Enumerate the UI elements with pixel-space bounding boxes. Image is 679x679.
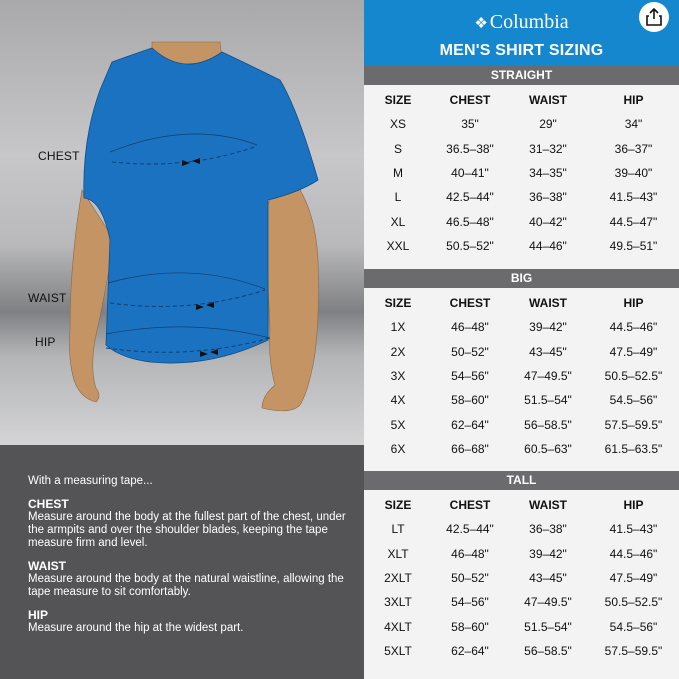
table-row <box>364 542 679 566</box>
waist-cell: 40–42" <box>529 214 567 229</box>
size-cell: 1X <box>390 320 406 335</box>
chest-heading: CHEST <box>28 497 69 511</box>
hip-cell: 47.5–49" <box>609 571 658 586</box>
waist-cell: 36–38" <box>529 522 567 537</box>
chest-cell: 50–52" <box>451 344 489 359</box>
waist-cell: 51.5–54" <box>524 619 572 634</box>
size-cell: 2X <box>390 344 406 359</box>
table-row <box>364 340 679 364</box>
size-cell: S <box>393 141 402 156</box>
hip-cell: 54.5–56" <box>609 619 658 634</box>
share-button[interactable] <box>639 2 669 32</box>
size-cell: 5X <box>390 417 406 432</box>
waist-cell: 60.5–63" <box>524 441 572 456</box>
column-header: HIP <box>623 93 644 108</box>
waist-cell: 47–49.5" <box>524 369 572 384</box>
chest-cell: 50–52" <box>451 571 489 586</box>
table-header-row <box>364 88 679 112</box>
chest-cell: 42.5–44" <box>446 190 494 205</box>
table-row <box>364 517 679 541</box>
chest-cell: 50.5–52" <box>446 238 494 253</box>
table-row <box>364 437 679 461</box>
hip-cell: 61.5–63.5" <box>604 441 663 456</box>
size-table-tall <box>364 493 679 663</box>
hip-cell: 44.5–46" <box>609 320 658 335</box>
column-header: SIZE <box>384 296 412 311</box>
size-table-straight <box>364 88 679 258</box>
size-cell: 4X <box>390 393 406 408</box>
column-header: SIZE <box>384 93 412 108</box>
size-cell: XL <box>390 214 406 229</box>
page-title: MEN'S SHIRT SIZING <box>439 42 604 59</box>
hip-cell: 44.5–46" <box>609 546 658 561</box>
hip-cell: 50.5–52.5" <box>604 595 663 610</box>
chest-cell: 42.5–44" <box>446 522 494 537</box>
size-cell: XS <box>389 117 406 132</box>
table-row <box>364 590 679 614</box>
chest-cell: 36.5–38" <box>446 141 494 156</box>
measuring-instructions <box>0 445 364 679</box>
chest-instruction: Measure around the body at the fullest part of the chest, under the armpits and over the shoulder blades, keeping the tape measure firm and level. <box>28 511 346 549</box>
size-cell: L <box>394 190 402 205</box>
waist-cell: 51.5–54" <box>524 393 572 408</box>
hip-cell: 41.5–43" <box>609 522 658 537</box>
table-row <box>364 566 679 590</box>
hip-cell: 39–40" <box>614 166 653 181</box>
instructions-intro: With a measuring tape... <box>28 475 153 487</box>
chest-cell: 54–56" <box>451 369 489 384</box>
share-icon <box>646 8 662 26</box>
section-header-tall: TALL <box>364 471 679 490</box>
waist-label: WAIST <box>28 291 67 305</box>
chest-cell: 54–56" <box>451 595 489 610</box>
column-header: HIP <box>623 498 644 513</box>
column-header: HIP <box>623 296 644 311</box>
size-cell: XLT <box>387 546 409 561</box>
shirt-illustration-icon <box>0 0 364 445</box>
table-header-row <box>364 493 679 517</box>
table-row <box>364 614 679 638</box>
chest-cell: 62–64" <box>451 643 489 658</box>
hip-heading: HIP <box>28 608 49 622</box>
size-cell: 6X <box>390 441 406 456</box>
header-banner <box>364 0 679 66</box>
waist-cell: 43–45" <box>529 344 567 359</box>
waist-cell: 36–38" <box>529 190 567 205</box>
column-header: CHEST <box>449 498 491 513</box>
chest-cell: 66–68" <box>451 441 489 456</box>
waist-cell: 56–58.5" <box>524 417 572 432</box>
table-row <box>364 388 679 412</box>
size-cell: LT <box>391 522 405 537</box>
size-cell: XXL <box>386 238 410 253</box>
hip-cell: 47.5–49" <box>609 344 658 359</box>
hip-label: HIP <box>35 335 56 349</box>
table-row <box>364 315 679 339</box>
hip-cell: 50.5–52.5" <box>604 369 663 384</box>
chest-cell: 46.5–48" <box>446 214 494 229</box>
hip-cell: 44.5–47" <box>609 214 658 229</box>
table-row <box>364 161 679 185</box>
size-cell: 2XLT <box>384 571 412 586</box>
table-row <box>364 234 679 258</box>
chest-cell: 62–64" <box>451 417 489 432</box>
size-cell: 4XLT <box>384 619 412 634</box>
table-row <box>364 412 679 436</box>
column-header: SIZE <box>384 498 412 513</box>
waist-cell: 34–35" <box>529 166 567 181</box>
waist-heading: WAIST <box>28 559 66 573</box>
brand-name: Columbia <box>489 11 569 33</box>
hip-cell: 36–37" <box>614 141 653 156</box>
column-header: WAIST <box>529 498 567 513</box>
hip-cell: 54.5–56" <box>609 393 658 408</box>
column-header: WAIST <box>529 93 567 108</box>
columbia-logo-icon: ❖ <box>474 16 488 32</box>
waist-cell: 39–42" <box>529 320 567 335</box>
waist-cell: 47–49.5" <box>524 595 572 610</box>
chest-cell: 35" <box>461 117 479 132</box>
section-header-big: BIG <box>364 269 679 288</box>
chest-cell: 40–41" <box>451 166 489 181</box>
table-row <box>364 209 679 233</box>
waist-cell: 56–58.5" <box>524 643 572 658</box>
chest-label: CHEST <box>38 149 80 163</box>
hip-cell: 57.5–59.5" <box>604 643 663 658</box>
hip-cell: 57.5–59.5" <box>604 417 663 432</box>
chest-cell: 46–48" <box>451 546 489 561</box>
size-cell: 5XLT <box>384 643 412 658</box>
section-header-straight: STRAIGHT <box>364 66 679 85</box>
chest-cell: 58–60" <box>451 619 489 634</box>
waist-cell: 43–45" <box>529 571 567 586</box>
column-header: CHEST <box>449 296 491 311</box>
hip-cell: 49.5–51" <box>609 238 658 253</box>
waist-instruction: Measure around the body at the natural waistline, allowing the tape measure to sit comfortably. <box>28 573 344 598</box>
size-cell: M <box>393 166 403 181</box>
waist-cell: 29" <box>539 117 557 132</box>
chest-cell: 46–48" <box>451 320 489 335</box>
size-chart-panel <box>364 0 679 679</box>
chest-cell: 58–60" <box>451 393 489 408</box>
size-table-big <box>364 291 679 461</box>
waist-cell: 31–32" <box>529 141 567 156</box>
size-cell: 3X <box>390 369 406 384</box>
measurement-figure <box>0 0 364 445</box>
waist-cell: 44–46" <box>529 238 567 253</box>
column-header: CHEST <box>449 93 491 108</box>
waist-cell: 39–42" <box>529 546 567 561</box>
table-header-row <box>364 291 679 315</box>
table-row <box>364 639 679 663</box>
table-row <box>364 137 679 161</box>
hip-cell: 41.5–43" <box>609 190 658 205</box>
table-row <box>364 185 679 209</box>
table-row <box>364 112 679 136</box>
size-cell: 3XLT <box>384 595 412 610</box>
brand <box>364 11 679 34</box>
hip-cell: 34" <box>624 117 643 132</box>
hip-instruction: Measure around the hip at the widest part. <box>28 622 244 634</box>
column-header: WAIST <box>529 296 567 311</box>
table-row <box>364 364 679 388</box>
